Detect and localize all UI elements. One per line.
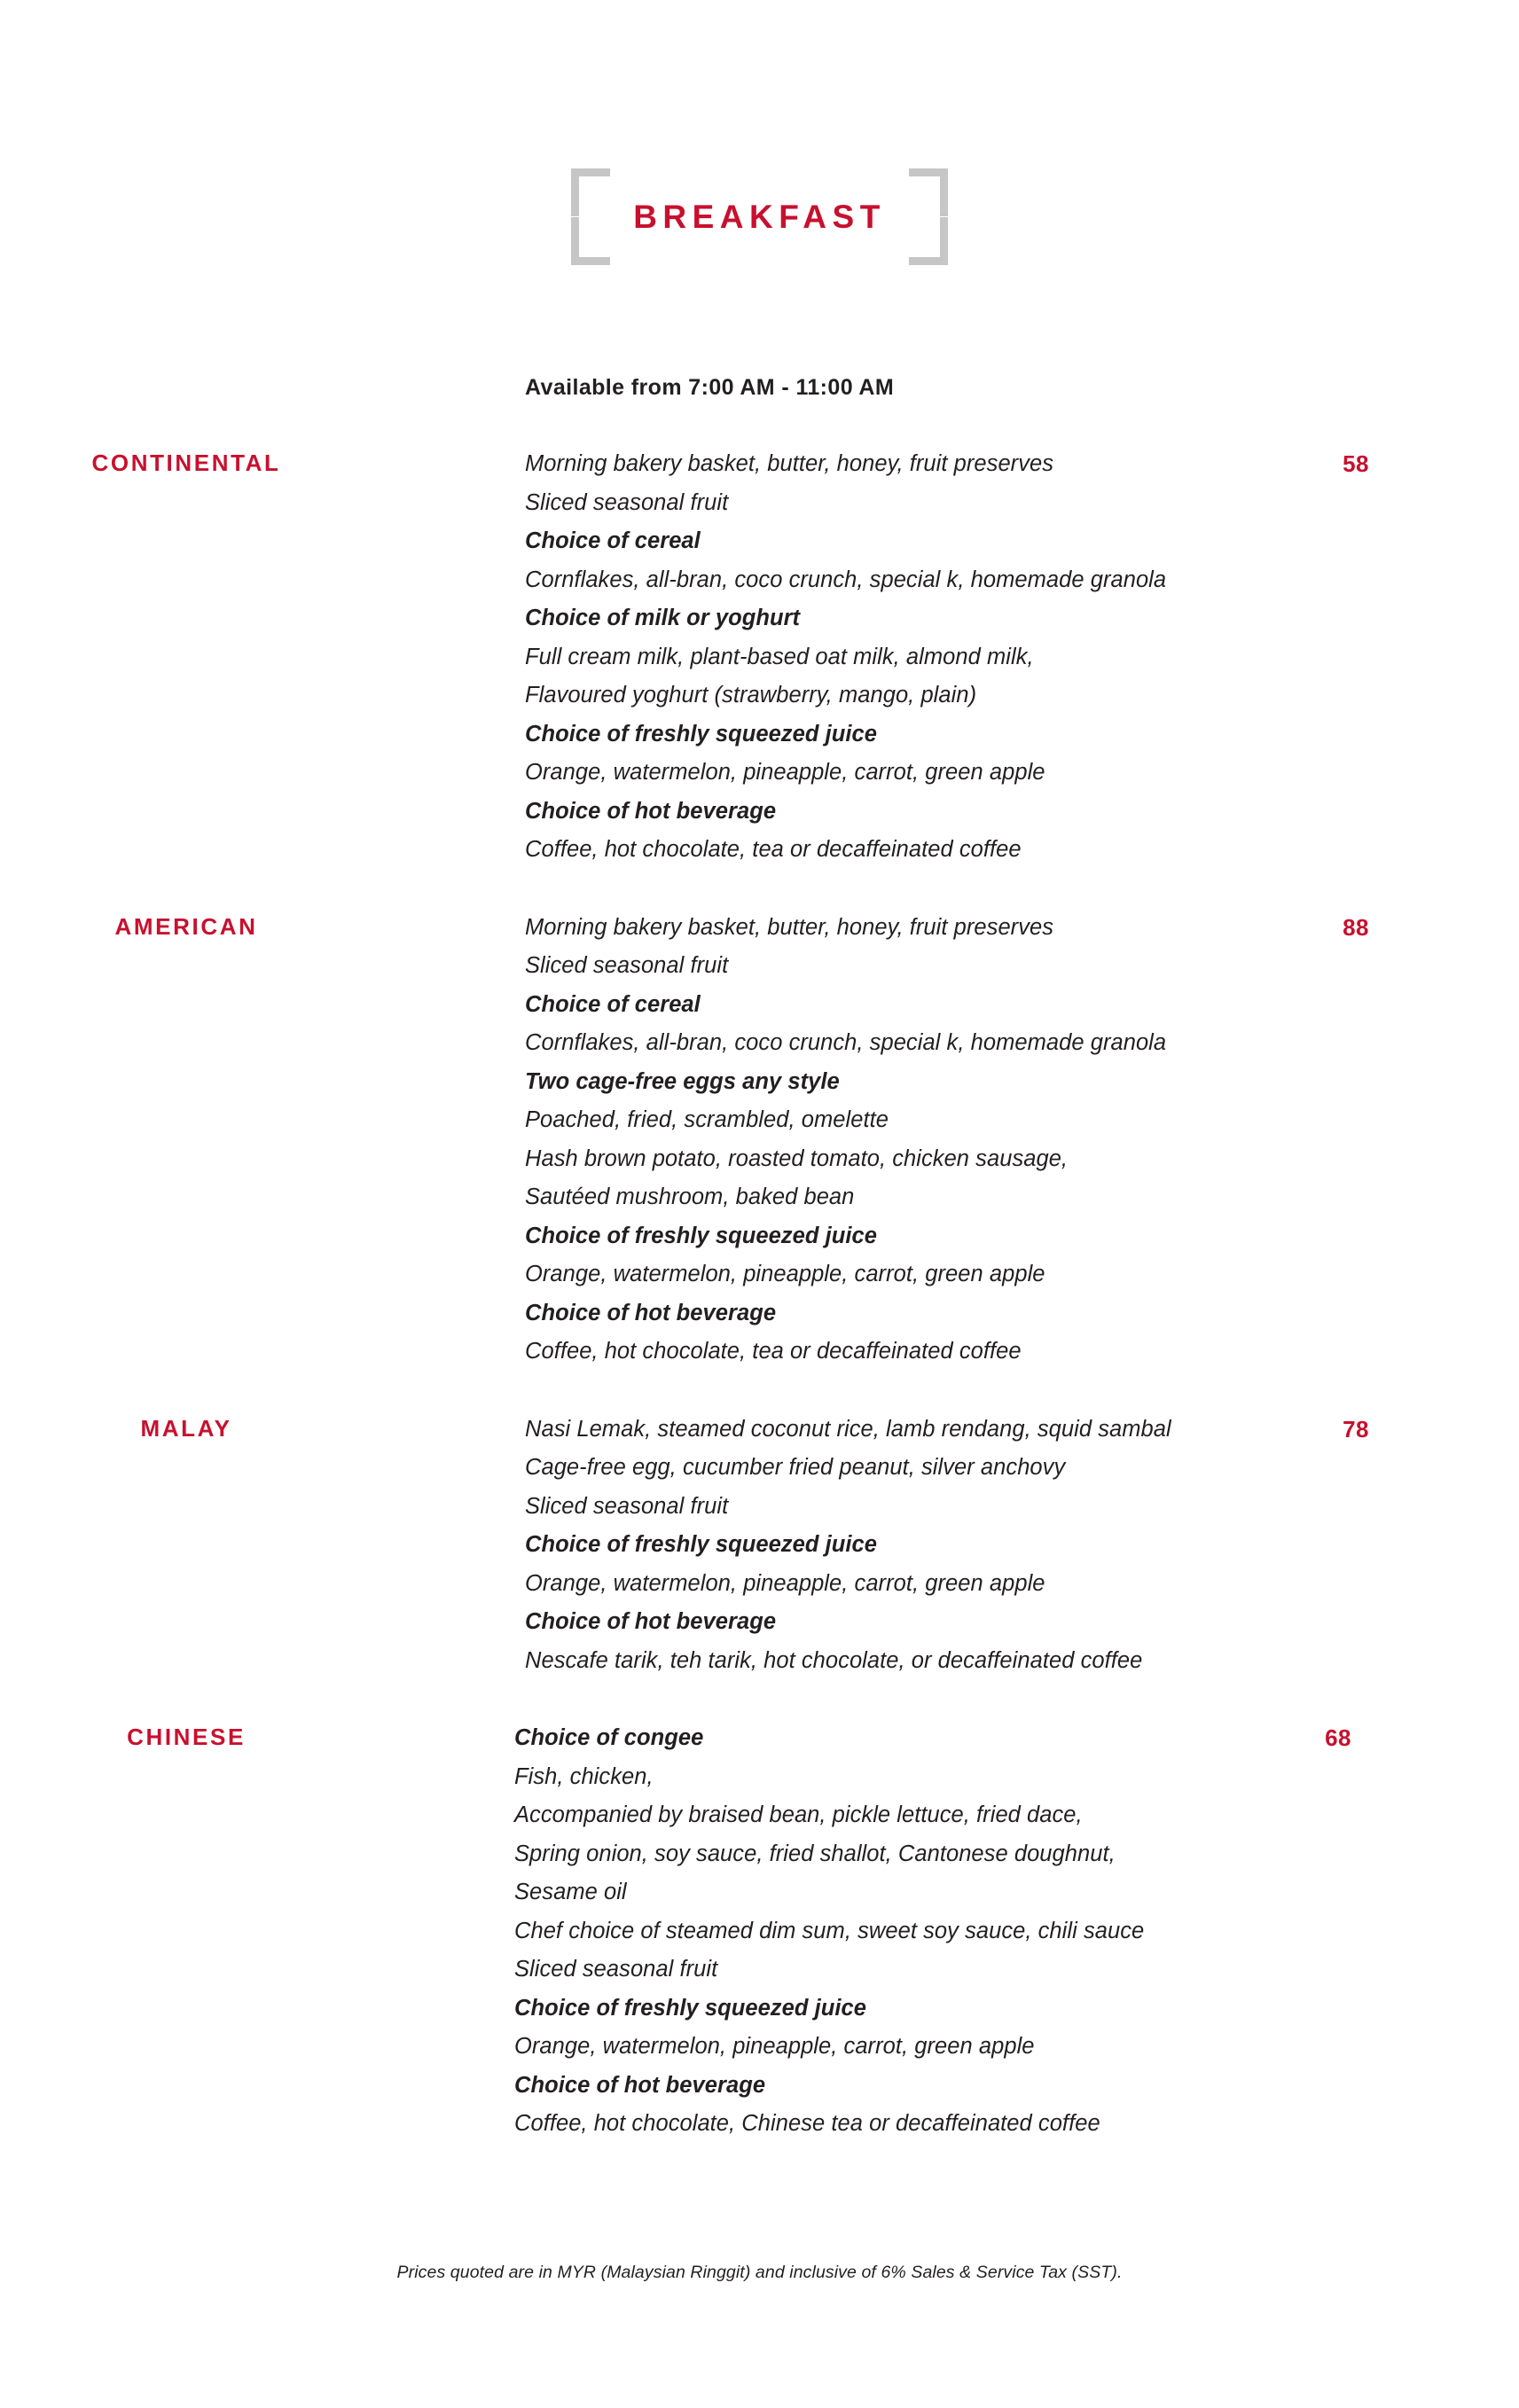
section-description — [514, 1719, 1312, 2144]
section-price: 78 — [1343, 1415, 1369, 1442]
menu-line-item: Sliced seasonal fruit — [525, 489, 729, 515]
menu-line-item: Orange, watermelon, pineapple, carrot, green apple — [525, 1570, 1045, 1596]
menu-line-heading: Choice of hot beverage — [525, 1609, 777, 1634]
menu-line-heading: Choice of freshly squeezed juice — [525, 1532, 877, 1557]
menu-line-heading: Choice of hot beverage — [514, 2072, 766, 2098]
menu-line-item: Orange, watermelon, pineapple, carrot, green apple — [525, 760, 1045, 785]
menu-line-item: Accompanied by braised bean, pickle lettuce, fried dace, — [514, 1802, 1083, 1827]
menu-line-item: Fish, chicken, — [514, 1763, 654, 1789]
menu-line-item: Coffee, hot chocolate, tea or decaffeinated coffee — [525, 1339, 1022, 1364]
menu-section — [0, 1719, 1519, 2144]
menu-section — [0, 909, 1519, 1372]
section-title: AMERICAN — [114, 912, 258, 940]
menu-line-item: Sautéed mushroom, baked bean — [525, 1184, 855, 1209]
corner-bracket-top-right-icon — [909, 168, 948, 216]
menu-line-item: Cage-free egg, cucumber fried peanut, silver anchovy — [525, 1455, 1066, 1480]
section-description — [525, 445, 1323, 870]
menu-line-item: Flavoured yoghurt (strawberry, mango, plain) — [525, 683, 977, 708]
menu-line-heading: Choice of congee — [514, 1725, 704, 1750]
menu-line-item: Hash brown potato, roasted tomato, chicken sausage, — [525, 1145, 1069, 1171]
menu-line-heading: Choice of hot beverage — [525, 1300, 777, 1325]
menu-line-heading: Two cage-free eggs any style — [525, 1068, 840, 1094]
menu-line-item: Cornflakes, all-bran, coco crunch, special k, homemade granola — [525, 567, 1167, 592]
menu-line-item: Morning bakery basket, butter, honey, fruit preserves — [525, 914, 1054, 940]
section-price: 68 — [1325, 1724, 1351, 1751]
menu-line-item: Morning bakery basket, butter, honey, fruit preserves — [525, 451, 1054, 476]
section-title: CONTINENTAL — [91, 450, 281, 476]
page-title: BREAKFAST — [633, 199, 886, 235]
menu-line-item: Sliced seasonal fruit — [525, 953, 729, 978]
menu-line-item: Orange, watermelon, pineapple, carrot, green apple — [514, 2034, 1035, 2059]
menu-section — [0, 1411, 1519, 1681]
menu-line-item: Sliced seasonal fruit — [525, 1493, 729, 1519]
menu-section — [0, 445, 1519, 870]
menu-line-item: Sliced seasonal fruit — [514, 1957, 718, 1982]
menu-line-item: Full cream milk, plant-based oat milk, almond milk, — [525, 644, 1034, 669]
section-price: 88 — [1343, 913, 1369, 941]
corner-bracket-bottom-right-icon — [909, 217, 948, 265]
menu-title-block — [0, 168, 1519, 265]
section-price: 58 — [1343, 450, 1369, 477]
menu-line-heading: Choice of freshly squeezed juice — [525, 1223, 877, 1248]
menu-line-heading: Choice of hot beverage — [525, 798, 777, 824]
menu-line-item: Sesame oil — [514, 1880, 627, 1904]
corner-bracket-top-left-icon — [571, 168, 610, 216]
menu-line-item: Orange, watermelon, pineapple, carrot, green apple — [525, 1262, 1045, 1286]
menu-sections — [0, 445, 1519, 2144]
menu-line-item: Coffee, hot chocolate, Chinese tea or decaffeinated coffee — [514, 2111, 1100, 2136]
menu-line-heading: Choice of cereal — [525, 528, 701, 553]
corner-bracket-bottom-left-icon — [571, 217, 610, 265]
menu-line-item: Poached, fried, scrambled, omelette — [525, 1107, 889, 1132]
section-title: MALAY — [140, 1414, 232, 1442]
menu-line-item: Nasi Lemak, steamed coconut rice, lamb rendang, squid sambal — [525, 1416, 1171, 1442]
section-description — [525, 909, 1323, 1372]
menu-line-heading: Choice of freshly squeezed juice — [514, 1995, 866, 2021]
menu-line-item: Spring onion, soy sauce, fried shallot, Cantonese doughnut, — [514, 1841, 1116, 1866]
price-disclaimer: Prices quoted are in MYR (Malaysian Ringgit) and inclusive of 6% Sales & Service Tax (SST). — [396, 2263, 1123, 2282]
menu-line-heading: Choice of milk or yoghurt — [525, 606, 801, 630]
section-title: CHINESE — [127, 1724, 246, 1750]
menu-line-item: Nescafe tarik, teh tarik, hot chocolate, or decaffeinated coffee — [525, 1647, 1143, 1673]
title-bracket-frame — [571, 168, 948, 265]
menu-line-item: Coffee, hot chocolate, tea or decaffeinated coffee — [525, 837, 1022, 862]
menu-line-heading: Choice of cereal — [525, 991, 701, 1017]
menu-line-item: Cornflakes, all-bran, coco crunch, special k, homemade granola — [525, 1030, 1167, 1055]
section-description — [525, 1411, 1323, 1681]
availability-note: Available from 7:00 AM - 11:00 AM — [525, 375, 895, 400]
menu-line-heading: Choice of freshly squeezed juice — [525, 721, 877, 747]
menu-line-item: Chef choice of steamed dim sum, sweet soy sauce, chili sauce — [514, 1918, 1145, 1943]
